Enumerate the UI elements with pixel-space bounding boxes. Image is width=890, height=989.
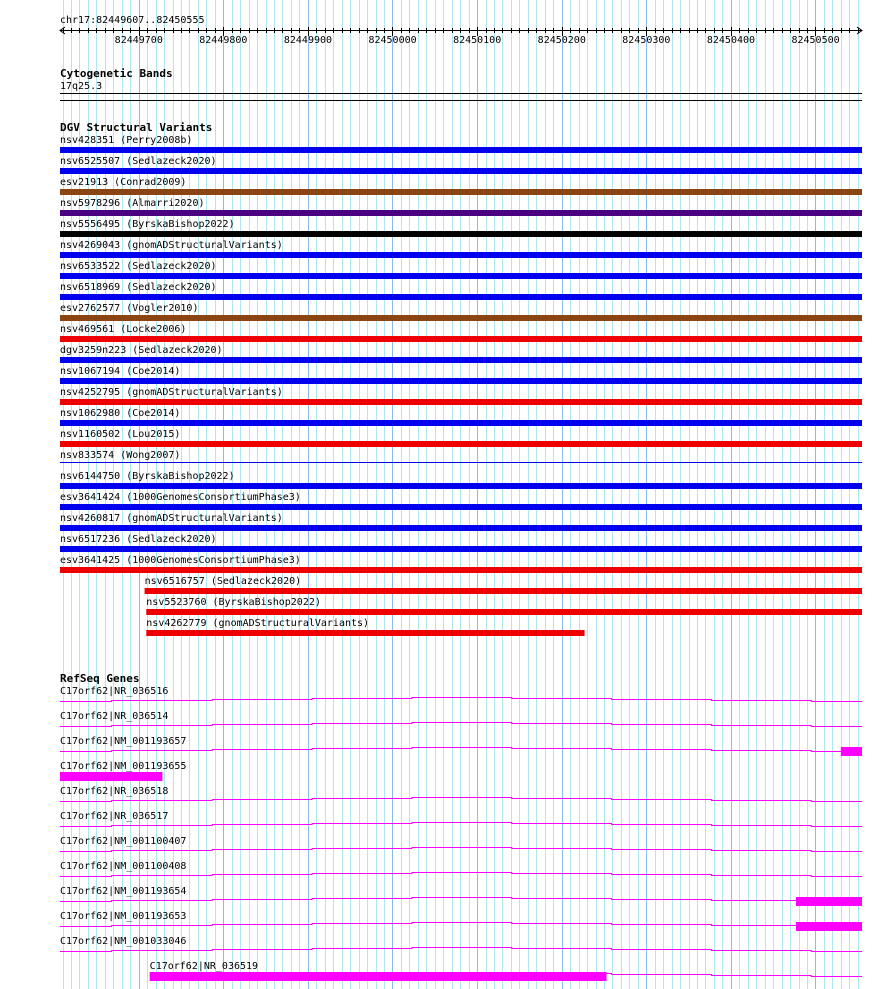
- gene-exon[interactable]: [150, 972, 607, 981]
- ruler-tick-label: 82449700: [114, 35, 163, 46]
- variant-label[interactable]: dgv3259n223 (Sedlazeck2020): [60, 345, 223, 356]
- variant-label[interactable]: nsv6525507 (Sedlazeck2020): [60, 156, 217, 167]
- variant-bar[interactable]: [60, 315, 862, 321]
- variant-label[interactable]: esv3641425 (1000GenomesConsortiumPhase3): [60, 555, 301, 566]
- gene-label[interactable]: C17orf62|NM_001100407: [60, 836, 187, 847]
- variant-bar[interactable]: [60, 147, 862, 153]
- variant-label[interactable]: nsv5556495 (ByrskaBishop2022): [60, 219, 235, 230]
- cytoband-label: 17q25.3: [60, 81, 103, 92]
- variant-bar[interactable]: [60, 273, 862, 279]
- variant-label[interactable]: nsv6533522 (Sedlazeck2020): [60, 261, 217, 272]
- gene-label[interactable]: C17orf62|NR_036519: [149, 961, 259, 972]
- variant-label[interactable]: nsv6518969 (Sedlazeck2020): [60, 282, 217, 293]
- variant-bar[interactable]: [60, 336, 862, 342]
- variant-bar[interactable]: [60, 567, 862, 573]
- variant-label[interactable]: nsv4252795 (gnomADStructuralVariants): [60, 387, 283, 398]
- ruler-tick-label: 82450300: [622, 35, 671, 46]
- variant-bar[interactable]: [60, 399, 862, 405]
- gene-label[interactable]: C17orf62|NM_001193653: [60, 911, 187, 922]
- gene-intron-line[interactable]: [60, 698, 862, 702]
- variant-bar[interactable]: [60, 168, 862, 174]
- variant-bar[interactable]: [60, 546, 862, 552]
- variant-label[interactable]: nsv4260817 (gnomADStructuralVariants): [60, 513, 283, 524]
- variant-bar[interactable]: [60, 294, 862, 300]
- gene-intron-line[interactable]: [60, 848, 862, 852]
- gene-label[interactable]: C17orf62|NM_001033046: [60, 936, 187, 947]
- gene-intron-line[interactable]: [60, 798, 862, 802]
- variant-label[interactable]: nsv4262779 (gnomADStructuralVariants): [146, 618, 370, 629]
- variant-label[interactable]: nsv428351 (Perry2008b): [60, 135, 193, 146]
- variant-label[interactable]: nsv469561 (Locke2006): [60, 324, 187, 335]
- variant-label[interactable]: nsv833574 (Wong2007): [60, 450, 181, 461]
- variant-label[interactable]: esv3641424 (1000GenomesConsortiumPhase3): [60, 492, 301, 503]
- variant-bar[interactable]: [60, 210, 862, 216]
- dgv-track-title: DGV Structural Variants: [60, 121, 213, 134]
- gene-label[interactable]: C17orf62|NM_001193657: [60, 736, 187, 747]
- gene-intron-line[interactable]: [60, 898, 862, 902]
- gene-label[interactable]: C17orf62|NR_036518: [60, 786, 169, 797]
- variant-bar[interactable]: [60, 357, 862, 363]
- ruler-tick-label: 82450000: [368, 35, 417, 46]
- variant-bar[interactable]: [60, 483, 862, 489]
- variant-label[interactable]: esv2762577 (Vogler2010): [60, 303, 199, 314]
- gene-intron-line[interactable]: [60, 873, 862, 877]
- gene-intron-line[interactable]: [60, 823, 862, 827]
- variant-bar[interactable]: [60, 252, 862, 258]
- ruler-tick-label: 82449900: [283, 35, 333, 46]
- variant-bar[interactable]: [60, 189, 862, 195]
- gene-label[interactable]: C17orf62|NR_036514: [60, 711, 169, 722]
- variant-bar[interactable]: [60, 441, 862, 447]
- gene-exon[interactable]: [796, 897, 862, 906]
- variant-bar[interactable]: [60, 378, 862, 384]
- variant-bar[interactable]: [60, 231, 862, 237]
- refseq-track-title: RefSeq Genes: [60, 672, 140, 685]
- gene-intron-line[interactable]: [60, 948, 862, 952]
- variant-bar[interactable]: [145, 588, 862, 594]
- gene-label[interactable]: C17orf62|NR_036516: [60, 686, 169, 697]
- variant-label[interactable]: nsv6516757 (Sedlazeck2020): [144, 576, 302, 587]
- gene-intron-line[interactable]: [60, 748, 862, 752]
- variant-label[interactable]: nsv1067194 (Coe2014): [60, 366, 181, 377]
- ruler-tick-label: 82450500: [791, 35, 840, 46]
- variant-label[interactable]: nsv1160502 (Lou2015): [60, 429, 181, 440]
- gene-intron-line[interactable]: [60, 923, 862, 927]
- gene-label[interactable]: C17orf62|NM_001193655: [60, 761, 187, 772]
- variant-label[interactable]: nsv6144750 (ByrskaBishop2022): [60, 471, 235, 482]
- variant-label[interactable]: nsv5978296 (Almarri2020): [60, 198, 205, 209]
- gene-intron-line[interactable]: [60, 723, 862, 727]
- variant-label[interactable]: nsv5523760 (ByrskaBishop2022): [146, 597, 321, 608]
- region-label: chr17:82449607..82450555: [60, 15, 205, 26]
- variant-bar[interactable]: [60, 420, 862, 426]
- ruler-tick-label: 82449800: [199, 35, 248, 46]
- variant-bar[interactable]: [60, 525, 862, 531]
- ruler-tick-label: 82450200: [537, 35, 586, 46]
- variant-bar[interactable]: [60, 504, 862, 510]
- cytoband-track-title: Cytogenetic Bands: [60, 67, 173, 80]
- gene-exon[interactable]: [60, 772, 162, 781]
- variant-bar[interactable]: [146, 630, 584, 636]
- gene-label[interactable]: C17orf62|NM_001100408: [60, 861, 187, 872]
- variant-bar[interactable]: [60, 462, 862, 463]
- variant-label[interactable]: nsv1062980 (Coe2014): [60, 408, 181, 419]
- variant-label[interactable]: esv21913 (Conrad2009): [60, 177, 187, 188]
- ruler-tick-label: 82450100: [453, 35, 502, 46]
- variant-label[interactable]: nsv6517236 (Sedlazeck2020): [60, 534, 217, 545]
- ruler-tick-label: 82450400: [706, 35, 756, 46]
- variant-label[interactable]: nsv4269043 (gnomADStructuralVariants): [60, 240, 283, 251]
- variant-bar[interactable]: [146, 609, 862, 615]
- gene-label[interactable]: C17orf62|NM_001193654: [60, 886, 187, 897]
- gene-exon[interactable]: [841, 747, 862, 756]
- gene-label[interactable]: C17orf62|NR_036517: [60, 811, 169, 822]
- gene-exon[interactable]: [796, 922, 862, 931]
